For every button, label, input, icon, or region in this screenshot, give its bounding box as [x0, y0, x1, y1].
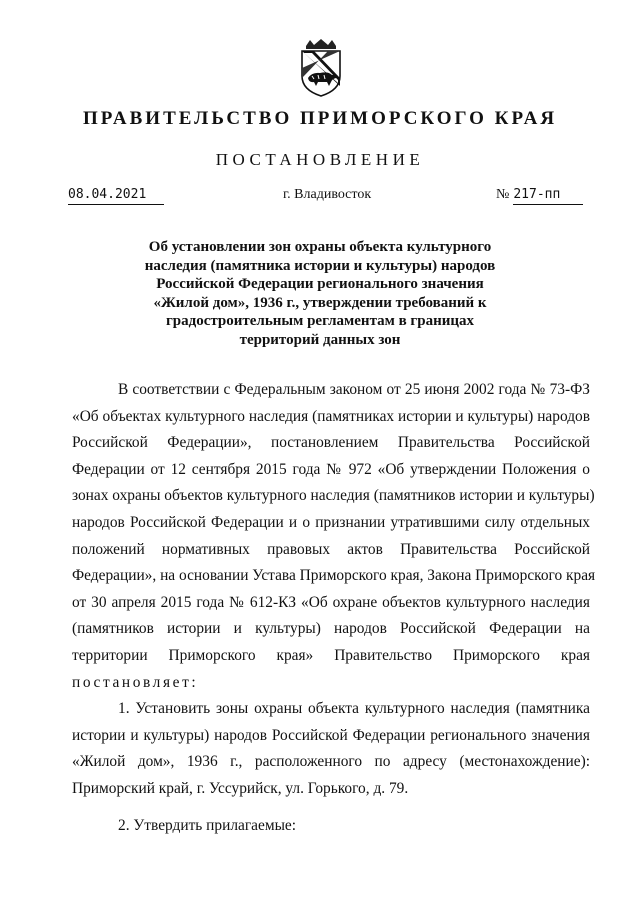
preamble-line: территории Приморского края» Правительство Приморского края — [72, 646, 590, 664]
preamble-line: Российской Федерации», постановлением Правительства Российской — [72, 434, 590, 452]
document-type: ПОСТАНОВЛЕНИЕ — [215, 150, 425, 169]
preamble-line: зонах охраны объектов культурного наследия (памятников истории и культуры) — [72, 487, 595, 505]
document-city: г. Владивосток — [283, 187, 372, 202]
document-meta — [68, 186, 594, 208]
primorsky-coat-of-arms-icon — [296, 38, 346, 98]
preamble-line: (памятников истории и культуры) народов Российской Федерации на — [72, 620, 590, 638]
document-date: 08.04.2021 — [68, 186, 164, 205]
preamble-line: В соответствии с Федеральным законом от 25 июня 2002 года № 73-ФЗ — [118, 381, 590, 398]
item-1-line: истории и культуры) народов Российской Федерации регионального значения — [72, 726, 590, 744]
subject-line: «Жилой дом», 1936 г., утверждении требований к — [153, 294, 487, 311]
preamble-line: Федерации от 12 сентября 2015 года № 972 «Об утверждении Положения о — [72, 460, 590, 478]
item-1-line: 1. Установить зоны охраны объекта культурного наследия (памятника — [118, 700, 590, 718]
government-title: ПРАВИТЕЛЬСТВО ПРИМОРСКОГО КРАЯ — [82, 108, 558, 129]
subject-line: Российской Федерации регионального значения — [156, 276, 484, 293]
number-value: 217-пп — [513, 186, 583, 205]
preamble-line: народов Российской Федерации и о признании утратившими силу отдельных — [72, 513, 590, 531]
subject-line: наследия (памятника истории и культуры) народов — [144, 257, 496, 274]
subject-line: градостроительным регламентам в границах — [165, 313, 475, 330]
preamble-line: «Об объектах культурного наследия (памятниках истории и культуры) народов — [72, 407, 590, 425]
subject-line: территорий данных зон — [239, 331, 401, 348]
preamble-line: Федерации», на основании Устава Приморского края, Закона Приморского края — [72, 567, 596, 585]
number-sign: № — [496, 187, 510, 202]
preamble-line: положений нормативных правовых актов Правительства Российской — [72, 540, 590, 558]
item-1-line: «Жилой дом», 1936 г., расположенного по адресу (местонахождение): — [72, 753, 590, 771]
document-subject — [110, 238, 530, 350]
item-2-line: 2. Утвердить прилагаемые: — [118, 816, 297, 834]
subject-line: Об установлении зон охраны объекта культурного — [148, 239, 492, 255]
document-number — [496, 186, 583, 205]
preamble-line: от 30 апреля 2015 года № 612-КЗ «Об охране объектов культурного наследия — [72, 593, 590, 611]
resolves-word: постановляет: — [72, 673, 199, 691]
document-body — [72, 377, 596, 839]
item-1-line: Приморский край, г. Уссурийск, ул. Горького, д. 79. — [72, 779, 409, 797]
